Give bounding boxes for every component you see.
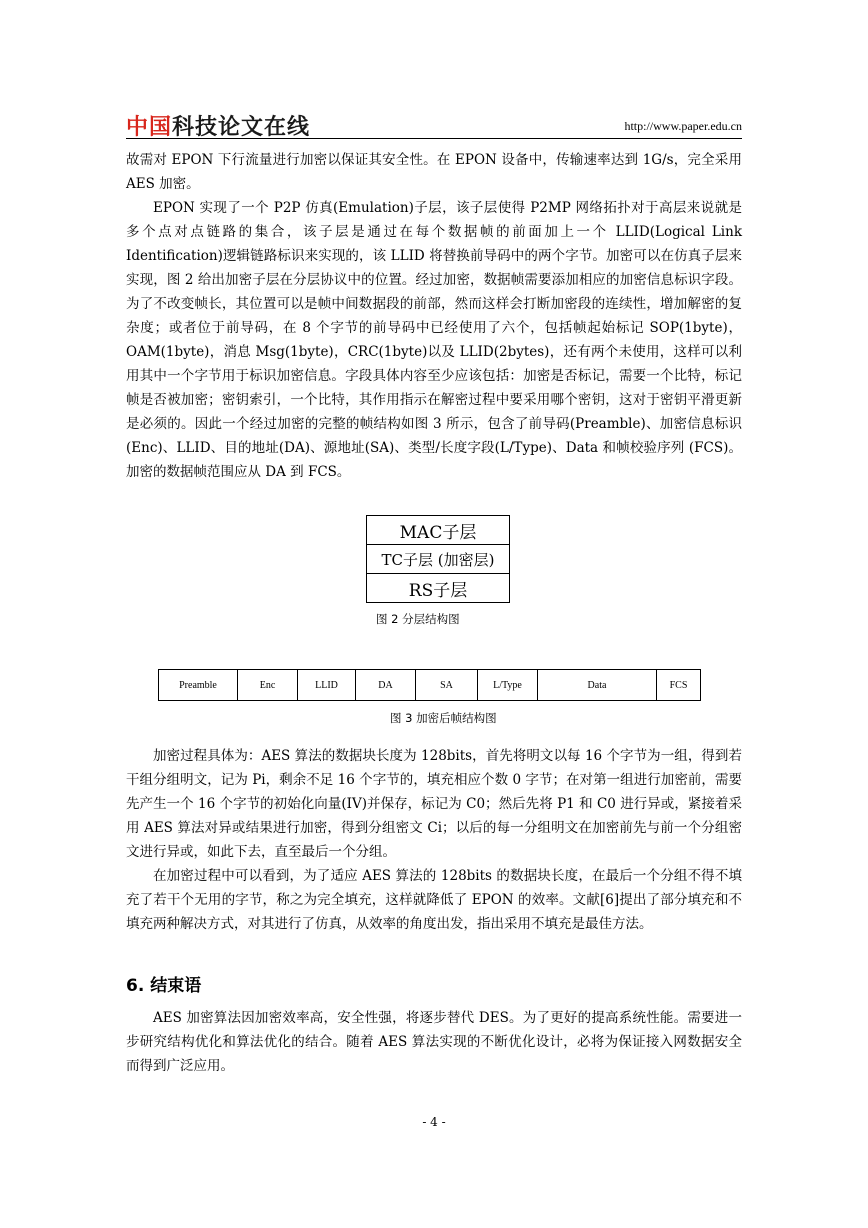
figure2-caption: 图 2 分层结构图 xyxy=(376,612,460,626)
field-llid: LLID xyxy=(298,670,356,701)
field-preamble: Preamble xyxy=(159,670,238,701)
layer-tc: TC子层 (加密层) xyxy=(367,545,510,574)
layer-rs: RS子层 xyxy=(367,574,510,603)
paragraph: AES 加密算法因加密效率高，安全性强，将逐步替代 DES。为了更好的提高系统性能。需要进一步研究结构优化和算法优化的结合。随着 AES 算法实现的不断优化设计，必将为保证接入网数据安全而得到广泛应用。 xyxy=(126,1010,742,1074)
field-ltype: L/Type xyxy=(478,670,538,701)
field-fcs: FCS xyxy=(657,670,701,701)
body-text-mid xyxy=(126,744,742,936)
header-rule xyxy=(126,138,742,139)
journal-logo xyxy=(126,110,310,141)
section-heading: 6. 结束语 xyxy=(126,976,202,996)
figure2-layer-diagram xyxy=(366,515,510,603)
field-data: Data xyxy=(538,670,657,701)
field-sa: SA xyxy=(416,670,478,701)
logo-dark-text: 科技论文在线 xyxy=(172,115,311,140)
layer-mac: MAC子层 xyxy=(367,516,510,545)
body-text-top xyxy=(126,148,742,484)
paragraph: 加密过程具体为：AES 算法的数据块长度为 128bits，首先将明文以每 16 个字节为一组，得到若干组分组明文，记为 Pi，剩余不足 16 个字节的，填充相应个数 0 字节；在对第一组进行加密前，需要先产生一个 16 个字节的初始化向量(IV)并保存，标记为 C0；然后先将 P1 和 C0 进行异或，紧接着采用 AES 算法对异或结果进行加密，得到分组密文 Ci；以后的每一分组明文在加密前先与前一个分组密文进行异或，如此下去，直至最后一个分组。 xyxy=(126,748,742,860)
paragraph: 在加密过程中可以看到，为了适应 AES 算法的 128bits 的数据块长度，在最后一个分组不得不填充了若干个无用的字节，称之为完全填充，这样就降低了 EPON 的效率。文献[6]提出了部分填充和不填充两种解决方式，对其进行了仿真，从效率的角度出发，指出采用不填充是最佳方法。 xyxy=(126,868,742,932)
page-number: - 4 - xyxy=(422,1115,446,1129)
header-url[interactable]: http://www.paper.edu.cn xyxy=(624,119,742,133)
body-text-conclusion xyxy=(126,1006,742,1078)
paragraph: EPON 实现了一个 P2P 仿真(Emulation)子层，该子层使得 P2MP 网络拓扑对于高层来说就是多个点对点链路的集合，该子层是通过在每个数据帧的前面加上一个 LLID(Logical Link Identification)逻辑链路标识来实现的，该 LLID 将替换前导码中的两个字节。加密可以在仿真子层来实现，图 2 给出加密子层在分层协议中的位置。经过加密，数据帧需要添加相应的加密信息标识字段。为了不改变帧长，其位置可以是帧中间数据段的前部，然而这样会打断加密段的连续性，增加解密的复杂度；或者位于前导码，在 8 个字节的前导码中已经使用了六个，包括帧起始标记 SOP(1byte)，OAM(1byte)，消息 Msg(1byte)，CRC(1byte)以及 LLID(2bytes)，还有两个未使用，这样可以利用其中一个字节用于标识加密信息。字段具体内容至少应该包括：加密是否标记，需要一个比特，标记帧是否被加密；密钥索引，一个比特，其作用指示在解密过程中要采用哪个密钥，这对于密钥平滑更新是必须的。因此一个经过加密的完整的帧结构如图 3 所示，包含了前导码(Preamble)、加密信息标识(Enc)、LLID、目的地址(DA)、源地址(SA)、类型/长度字段(L/Type)、Data 和帧校验序列 (FCS)。加密的数据帧范围应从 DA 到 FCS。 xyxy=(126,200,742,480)
field-da: DA xyxy=(356,670,416,701)
paragraph: 故需对 EPON 下行流量进行加密以保证其安全性。在 EPON 设备中，传输速率达到 1G/s，完全采用 AES 加密。 xyxy=(126,152,742,192)
figure3-caption: 图 3 加密后帧结构图 xyxy=(390,711,497,725)
field-enc: Enc xyxy=(238,670,298,701)
logo-red-text: 中国 xyxy=(126,115,173,140)
figure3-frame-structure xyxy=(158,669,701,701)
